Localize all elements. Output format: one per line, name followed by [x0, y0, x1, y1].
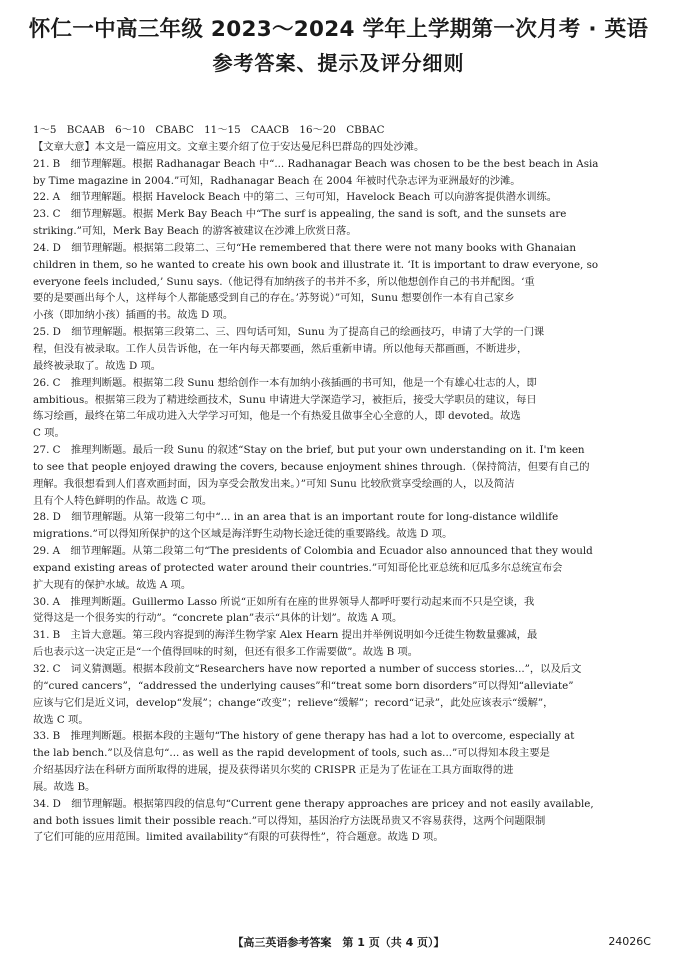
- text-line: C 项。: [33, 427, 65, 440]
- text-line: everyone feels included,’ Sunu says.（他记得有加纳孩子的书并不多，所以他想创作自己的书并配图。‘重: [33, 275, 535, 288]
- text-line: ambitious。根据第三段为了精进绘画技术，Sunu 申请进大学深造学习，被拒后，接受大学职员的建议，每日: [33, 393, 537, 406]
- text-line: by Time magazine in 2004.”可知，Radhanagar Beach 在 2004 年被时代杂志评为亚洲最好的沙滩。: [33, 174, 521, 187]
- text-line: 觉得这是一个很务实的行动”。“concrete plan”表示“具体的计划”。故选 A 项。: [33, 612, 403, 625]
- text-line: 故选 C 项。: [33, 713, 89, 726]
- text-line: 21. B 细节理解题。根据 Radhanagar Beach 中“... Radhanagar Beach was chosen to be the best beach in Asia: [33, 157, 599, 170]
- text-line: children in them, so he wanted to create his own book and illustrate it. ‘It is important to draw everyone, so: [33, 258, 599, 271]
- text-line: 32. C 词义猜测题。根据本段前文“Researchers have now reported a number of success stories...”，以及后文: [33, 663, 582, 675]
- text-line: 扩大现有的保护水域。故选 A 项。: [33, 578, 192, 591]
- text-line: 程，但没有被录取。工作人员告诉他，在一年内每天都要画，然后重新申请。所以他每天都画画，不断进步，: [33, 342, 528, 355]
- text-line: 的“cured cancers”，“addressed the underlying causes”和“treat some born disorders”可以得知“alleviate”: [33, 679, 574, 692]
- text-line: 25. D 细节理解题。根据第三段第二、三、四句话可知，Sunu 为了提高自己的绘画技巧，申请了大学的一门课: [33, 326, 545, 339]
- text-line: 28. D 细节理解题。从第一段第二句中“... in an area that is an important route for long-distance wildlife: [33, 511, 559, 524]
- text-line: the lab bench.”以及信息句“... as well as the rapid development of tools, such as...”可以得知本段主要是: [33, 747, 550, 760]
- text-line: migrations.”可以得知所保护的这个区域是海洋野生动物长途迁徙的重要路线。故选 D 项。: [33, 528, 453, 541]
- text-line: 了它们可能的应用范围。limited availability“有限的可获得性”，符合题意。故选 D 项。: [33, 831, 444, 844]
- document-title: 怀仁一中高三年级 2023～2024 学年上学期第一次月考 · 英语: [28, 17, 649, 42]
- text-line: 22. A 细节理解题。根据 Havelock Beach 中的第二、三句可知，Havelock Beach 可以向游客提供潜水训练。: [33, 191, 558, 204]
- text-line: 小孩（即加纳小孩）插画的书。故选 D 项。: [33, 309, 234, 322]
- text-line: 31. B 主旨大意题。第三段内容提到的海洋生物学家 Alex Hearn 提出并举例说明如今迁徙生物数量骤减，最: [33, 629, 538, 642]
- text-line: 26. C 推理判断题。根据第二段 Sunu 想给创作一本有加纳小孩插画的书可知，他是一个有雄心壮志的人，即: [33, 376, 537, 389]
- page-footer: 【高三英语参考答案 第 1 页（共 4 页）】: [232, 936, 445, 949]
- text-line: expand existing areas of protected water around their countries.”可知哥伦比亚总统和厄瓜多尔总统宣布会: [33, 561, 563, 574]
- text-line: 展。故选 B。: [33, 780, 96, 793]
- text-line: 23. C 细节理解题。根据 Merk Bay Beach 中“The surf is appealing, the sand is soft, and the sunsets are: [33, 208, 567, 221]
- text-line: 30. A 推理判断题。Guillermo Lasso 所说“正如所有在座的世界领导人都呼吁要行动起来而不只是空谈，我: [33, 595, 535, 608]
- text-line: 1～5 BCAAB 6～10 CBABC 11～15 CAACB 16～20 CBBAC: [33, 124, 385, 136]
- text-line: 理解。我很想看到人们喜欢画封面，因为享受会散发出来。）”可知 Sunu 比较欣赏享受绘画的人，以及简洁: [33, 477, 515, 490]
- text-line: to see that people enjoyed drawing the covers, because enjoyment shines through.（保持简洁，但要有自己的: [33, 460, 590, 473]
- text-line: 后也表示这一决定正是“一个值得回味的时刻，但还有很多工作需要做”。故选 B 项。: [33, 646, 419, 659]
- text-line: 最终被录取了。故选 D 项。: [33, 359, 162, 372]
- text-line: 29. A 细节理解题。从第二段第二句“The presidents of Colombia and Ecuador also announced that they would: [33, 545, 593, 558]
- text-line: 27. C 推理判断题。最后一段 Sunu 的叙述“Stay on the brief, but put your own understanding on it. I'm keen: [33, 444, 585, 457]
- text-line: 33. B 推理判断题。根据本段的主题句“The history of gene therapy has had a lot to overcome, especially at: [33, 730, 575, 743]
- answer-explanations: [33, 122, 650, 846]
- text-line: 24. D 细节理解题。根据第二段第二、三句“He remembered that there were not many books with Ghanaian: [33, 241, 577, 254]
- document-subtitle: 参考答案、提示及评分细则: [212, 51, 465, 75]
- text-line: 34. D 细节理解题。根据第四段的信息句“Current gene therapy approaches are pricey and not easily available,: [33, 797, 594, 810]
- text-line: 要的是要画出每个人，这样每个人都能感受到自己的存在。’苏努说）”可知，Sunu 想要创作一本有自己家乡: [33, 292, 515, 305]
- text-line: 【文章大意】本文是一篇应用文。文章主要介绍了位于安达曼尼科巴群岛的四处沙滩。: [33, 140, 425, 153]
- text-line: striking.”可知，Merk Bay Beach 的游客被建议在沙滩上欣赏日落。: [33, 225, 357, 238]
- text-line: 且有个人特色鲜明的作品。故选 C 项。: [33, 494, 213, 507]
- text-line: and both issues limit their possible reach.”可以得知，基因治疗方法既昂贵又不容易获得，这两个问题限制: [33, 814, 546, 827]
- text-line: 练习绘画，最终在第二年成功进入大学学习可知，他是一个有热爱且做事全心全意的人，即 devoted。故选: [33, 410, 521, 423]
- document-code: 24026C: [608, 935, 651, 948]
- text-line: 介绍基因疗法在科研方面所取得的进展，提及获得诺贝尔奖的 CRISPR 正是为了佐证在工具方面取得的进: [33, 764, 514, 777]
- text-line: 应该与它们是近义词，develop“发展”；change“改变”；relieve“缓解”；record“记录”，此处应该表示“缓解”，: [33, 696, 554, 709]
